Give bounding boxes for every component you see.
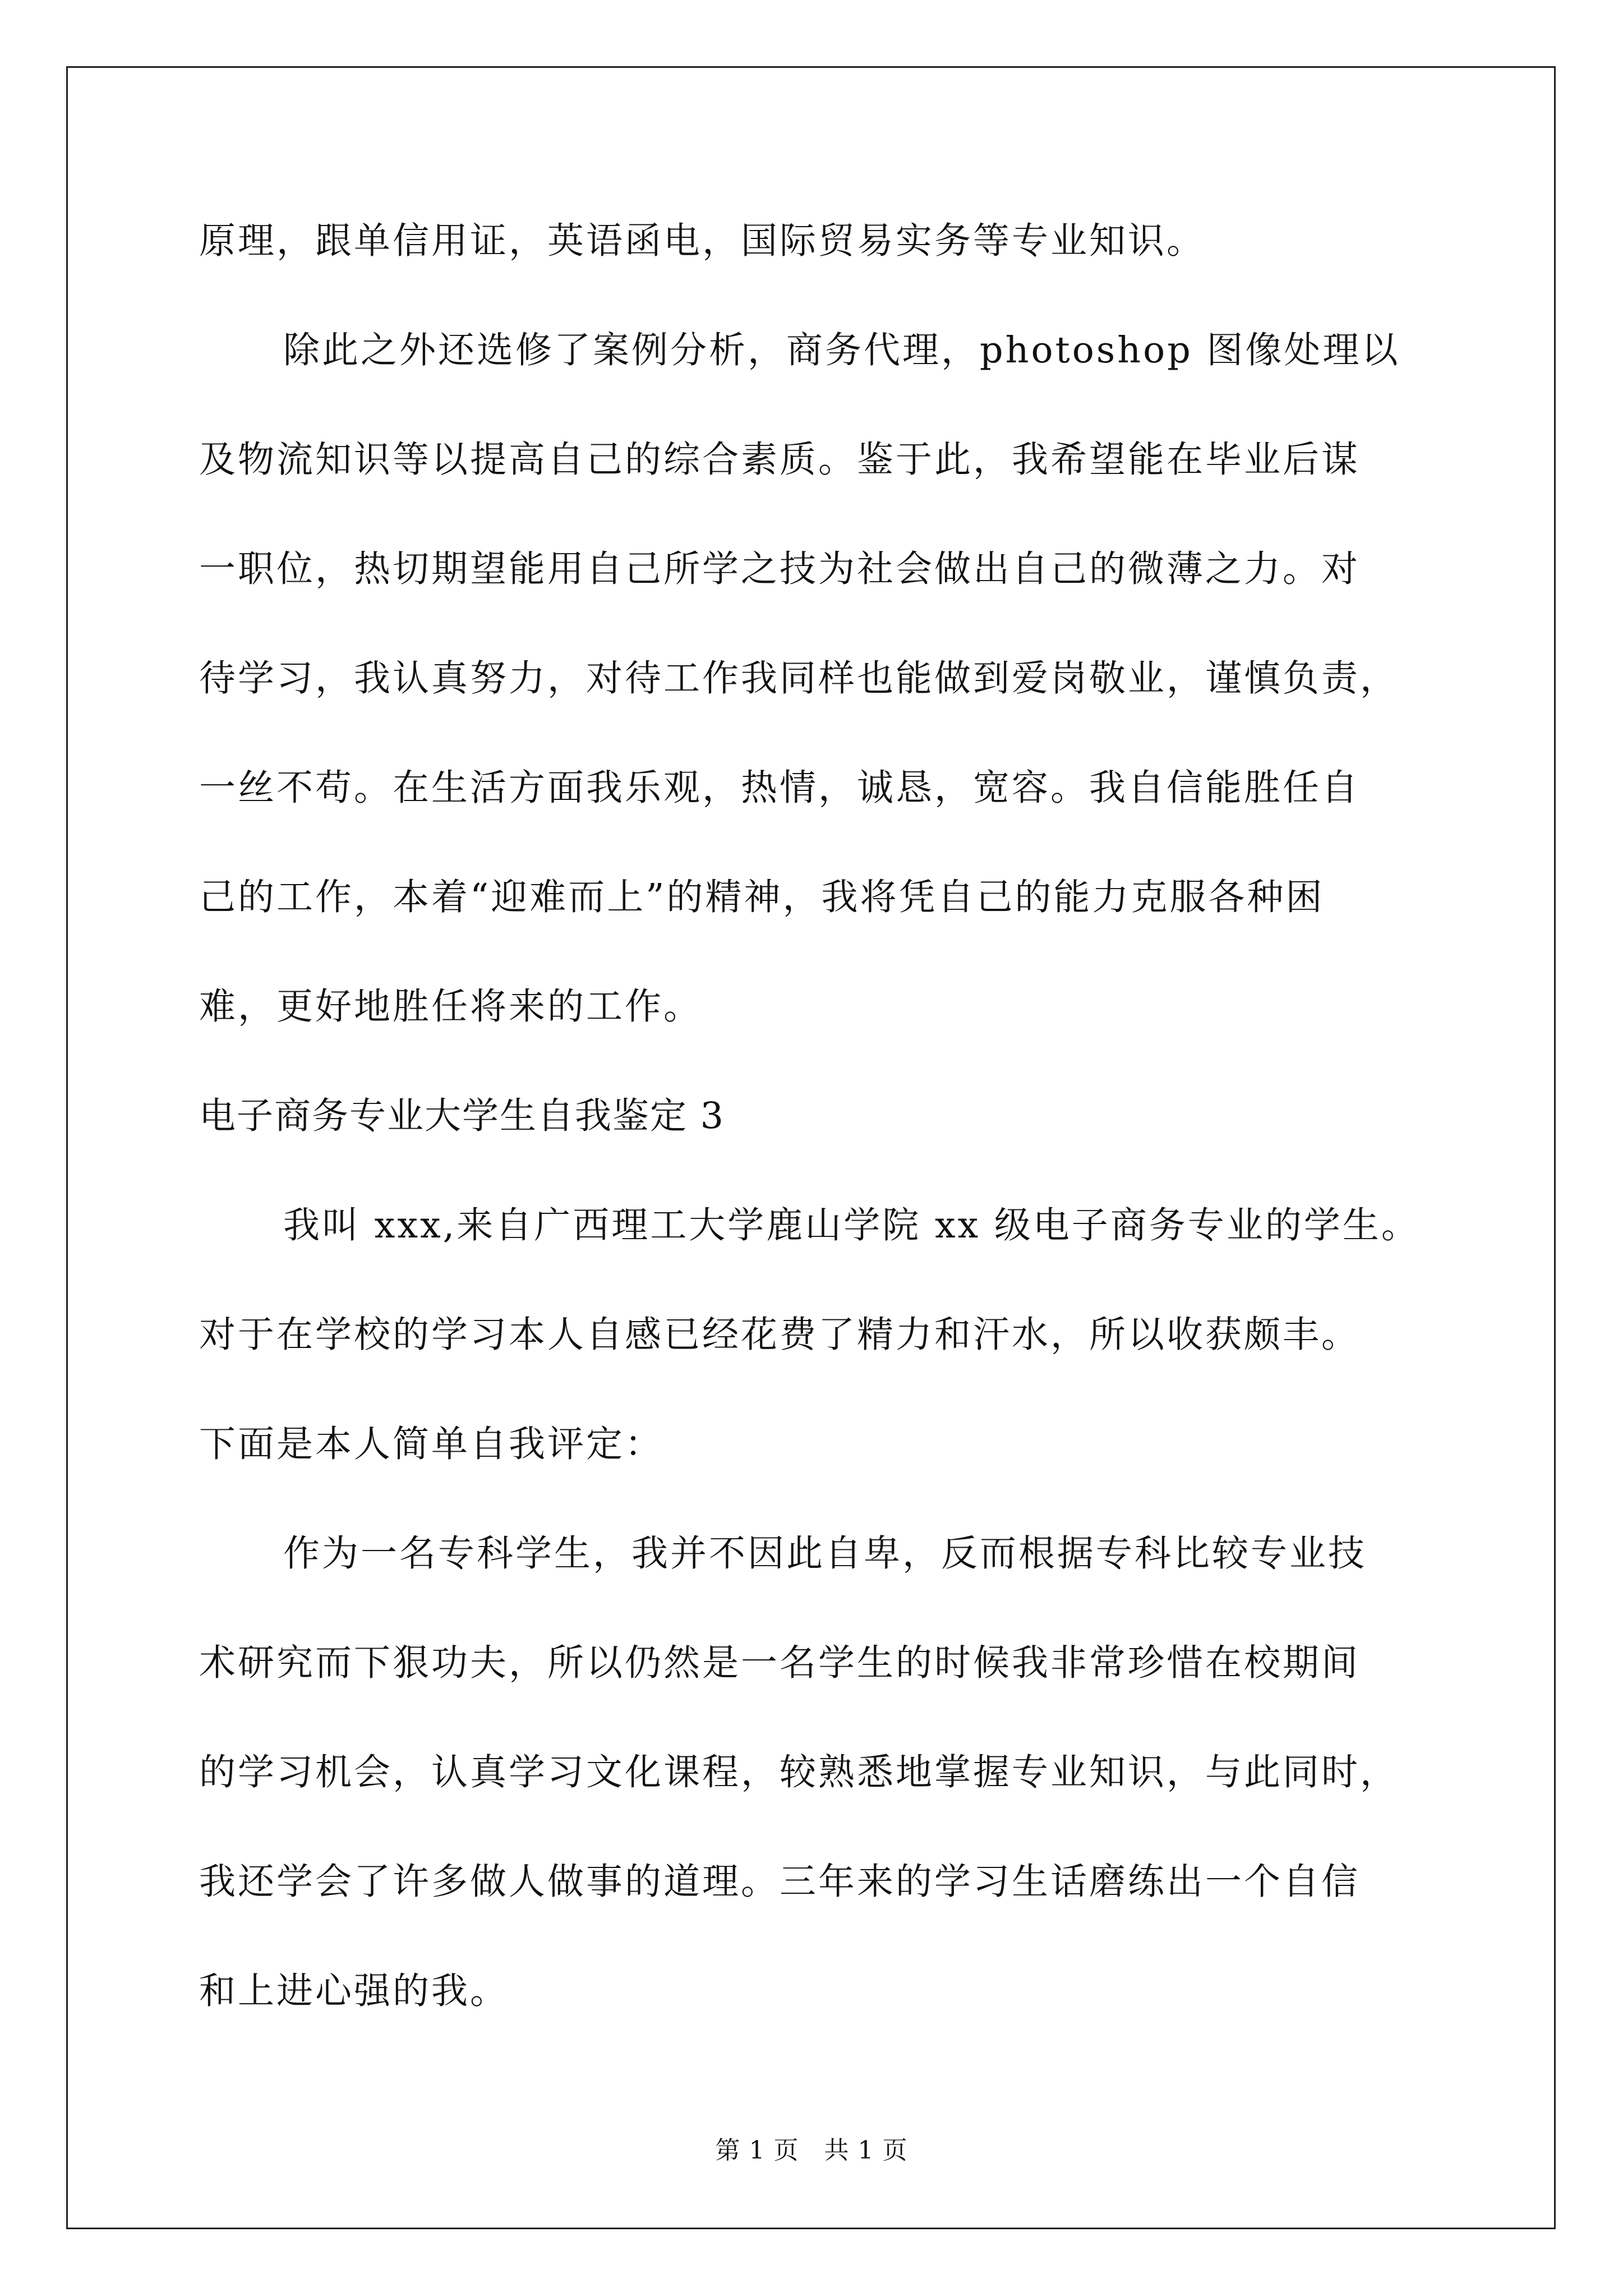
page-number: 第 1 页 共 1 页 xyxy=(715,2136,908,2165)
paragraph-line: 一丝不苟。在生活方面我乐观，热情，诚恳，宽容。我自信能胜任自 xyxy=(199,767,1361,809)
section-heading: 电子商务专业大学生自我鉴定 3 xyxy=(199,1095,725,1137)
paragraph-line: 下面是本人简单自我评定： xyxy=(199,1423,664,1465)
paragraph-line: 我叫 xxx,来自广西理工大学鹿山学院 xx 级电子商务专业的学生。 xyxy=(283,1204,1420,1246)
paragraph-line: 和上进心强的我。 xyxy=(199,1970,509,2012)
paragraph-line: 的学习机会，认真学习文化课程，较熟悉地掌握专业知识，与此同时， xyxy=(199,1751,1399,1793)
paragraph-line: 我还学会了许多做人做事的道理。三年来的学习生话磨练出一个自信 xyxy=(199,1861,1361,1903)
page-border xyxy=(66,66,1556,2229)
paragraph-line: 己的工作，本着“迎难而上”的精神，我将凭自己的能力克服各种困 xyxy=(199,876,1325,918)
paragraph-line: 难，更好地胜任将来的工作。 xyxy=(199,986,703,1028)
paragraph-line: 及物流知识等以提高自己的综合素质。鉴于此，我希望能在毕业后谋 xyxy=(199,439,1361,481)
paragraph-line: 待学习，我认真努力，对待工作我同样也能做到爱岗敬业，谨慎负责， xyxy=(199,657,1399,700)
paragraph-line: 除此之外还选修了案例分析，商务代理，photoshop 图像处理以 xyxy=(283,329,1400,371)
paragraph-line: 一职位，热切期望能用自己所学之技为社会做出自己的微薄之力。对 xyxy=(199,548,1361,590)
paragraph-line: 作为一名专科学生，我并不因此自卑，反而根据专科比较专业技 xyxy=(283,1533,1367,1575)
paragraph-line: 原理，跟单信用证，英语函电，国际贸易实务等专业知识。 xyxy=(199,220,1206,262)
paragraph-line: 对于在学校的学习本人自感已经花费了精力和汗水，所以收获颇丰。 xyxy=(199,1314,1361,1356)
paragraph-line: 术研究而下狠功夫，所以仍然是一名学生的时候我非常珍惜在校期间 xyxy=(199,1642,1361,1684)
